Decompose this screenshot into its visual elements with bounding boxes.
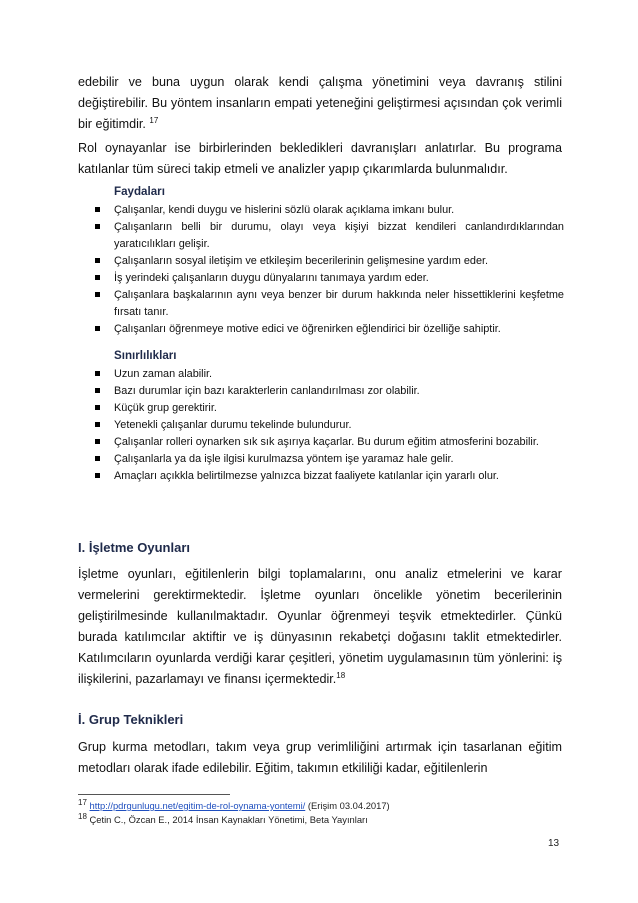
footnote-17	[78, 799, 390, 812]
list-item-text: Bazı durumlar için bazı karakterlerin canlandırılması zor olabilir.	[114, 385, 420, 397]
list-item-text: Çalışanlara başkalarının aynı veya benzer bir durum hakkında neler hissettiklerini keşfetme fırsatı tanır.	[114, 289, 564, 318]
list-item	[78, 366, 564, 383]
faydalar-heading: Faydaları	[114, 185, 165, 198]
list-item	[78, 321, 564, 338]
section-heading-grup-teknikleri: İ. Grup Teknikleri	[78, 712, 184, 727]
footnote-number: 18	[78, 811, 87, 821]
list-item-text: Küçük grup gerektirir.	[114, 402, 217, 414]
footnote-number: 17	[78, 797, 87, 807]
list-item	[78, 270, 564, 287]
footnote-text: Çetin C., Özcan E., 2014 İnsan Kaynakları Yönetimi, Beta Yayınları	[86, 814, 368, 825]
list-item	[78, 287, 564, 321]
list-item-text: Yetenekli çalışanlar durumu tekelinde bulundurur.	[114, 419, 352, 431]
list-item	[78, 434, 564, 451]
list-item	[78, 383, 564, 400]
isletme-oyunlari-text: İşletme oyunları, eğitilenlerin bilgi toplamalarını, onu analiz etmelerini ve karar vermelerini gerektirmektedir. İşletme oyunları öncelikle yönetim becerilerinin geliştirilmesinde kullanılmaktadır. Oyunlar öğrenmeyi teşvik etmektedirler. Çünkü burada katılımcılar aktiftir ve iş dünyasının rekabetçi doğasını taklit etmektedirler. Katılımcıların oyunlarda verdiği karar çeşitleri, yönetim uygulamasının tüm yönlerini: iş ilişkilerini, pazarlamayı ve finansı içermektedir.	[78, 567, 562, 686]
square-bullet-icon	[95, 275, 100, 280]
square-bullet-icon	[95, 207, 100, 212]
list-item	[78, 417, 564, 434]
square-bullet-icon	[95, 326, 100, 331]
list-item	[78, 202, 564, 219]
sinirliliklar-list	[78, 366, 564, 485]
footnote-ref-17: 17	[149, 115, 159, 125]
square-bullet-icon	[95, 292, 100, 297]
list-item	[78, 468, 564, 485]
intro-text: edebilir ve buna uygun olarak kendi çalışma yönetimini veya davranış stilini değiştirebilir. Bu yöntem insanların empati yeteneğini geliştirmesi açısından çok verimli bir eğitimdir.	[78, 75, 562, 131]
footnote-18	[78, 813, 368, 826]
grup-teknikleri-paragraph: Grup kurma metodları, takım veya grup verimliliğini artırmak için tasarlanan eğitim metodları olarak ifade edilebilir. Eğitim, takımın etkililiği kadar, eğitilenlerin	[78, 740, 562, 775]
list-item-text: Çalışanlar, kendi duygu ve hislerini sözlü olarak açıklama imkanı bulur.	[114, 204, 455, 216]
section-heading-isletme-oyunlari: I. İşletme Oyunları	[78, 540, 190, 555]
list-item-text: Çalışanları öğrenmeye motive edici ve öğrenirken eğlendirici bir özelliğe sahiptir.	[114, 323, 501, 335]
footnote-link[interactable]: http://pdrgunlugu.net/egitim-de-rol-oynama-yontemi/	[89, 800, 306, 811]
list-item-text: Amaçları açıkkla belirtilmezse yalnızca bizzat faaliyete katılanlar için yararlı olur.	[114, 470, 499, 482]
footnote-separator	[78, 794, 230, 795]
list-item	[78, 219, 564, 253]
isletme-oyunlari-paragraph	[78, 564, 562, 690]
faydalar-list	[78, 202, 564, 338]
list-item-text: Çalışanlar rolleri oynarken sık sık aşırıya kaçarlar. Bu durum eğitim atmosferini bozabilir.	[114, 436, 539, 448]
intro-paragraph	[78, 72, 562, 135]
list-item-text: Çalışanlarla ya da işle ilgisi kurulmazsa yöntem işe yaramaz hale gelir.	[114, 453, 454, 465]
rol-paragraph: Rol oynayanlar ise birbirlerinden bekledikleri davranışları anlatırlar. Bu programa katılanlar tüm süreci takip etmeli ve analizler yapıp çıkarımlarda bulunmalıdır.	[78, 141, 562, 176]
list-item-text: Uzun zaman alabilir.	[114, 368, 213, 380]
square-bullet-icon	[95, 405, 100, 410]
square-bullet-icon	[95, 473, 100, 478]
footnote-ref-18: 18	[336, 670, 346, 680]
square-bullet-icon	[95, 422, 100, 427]
list-item-text: Çalışanların sosyal iletişim ve etkileşim becerilerinin gelişmesine yardım eder.	[114, 255, 489, 267]
list-item	[78, 253, 564, 270]
square-bullet-icon	[95, 371, 100, 376]
footnote-text: (Erişim 03.04.2017)	[305, 800, 390, 811]
sinirliliklar-heading: Sınırlılıkları	[114, 349, 177, 362]
square-bullet-icon	[95, 258, 100, 263]
list-item	[78, 400, 564, 417]
square-bullet-icon	[95, 456, 100, 461]
square-bullet-icon	[95, 388, 100, 393]
list-item-text: Çalışanların belli bir durumu, olayı veya kişiyi bizzat kendileri canlandırdıklarından yaratıcılıkları gelişir.	[114, 221, 564, 250]
list-item-text: İş yerindeki çalışanların duygu dünyalarını tanımaya yardım eder.	[114, 272, 429, 284]
list-item	[78, 451, 564, 468]
page-number: 13	[548, 838, 560, 849]
square-bullet-icon	[95, 439, 100, 444]
square-bullet-icon	[95, 224, 100, 229]
